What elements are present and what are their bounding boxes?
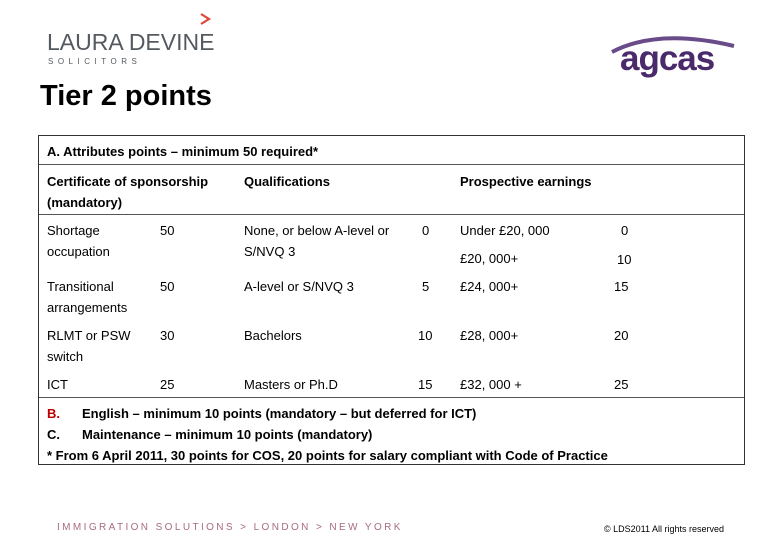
row-label: ICT xyxy=(47,377,68,392)
divider xyxy=(39,397,744,398)
row-points: 25 xyxy=(160,377,175,392)
row-earnings-points: 15 xyxy=(614,279,629,294)
row-points: 50 xyxy=(160,279,175,294)
logo-name: LAURA DEVINE xyxy=(47,29,215,55)
row-qualification: A-level or S/NVQ 3 xyxy=(244,279,354,294)
row-qualification: Masters or Ph.D xyxy=(244,377,338,392)
section-a-heading: A. Attributes points – minimum 50 required* xyxy=(47,144,319,159)
row-earnings: £32, 000 + xyxy=(460,377,522,392)
row-points: 50 xyxy=(160,223,175,238)
row-qualification-points: 15 xyxy=(418,377,433,392)
row-label: RLMT or PSW xyxy=(47,328,131,343)
copyright: © LDS2011 All rights reserved xyxy=(604,524,725,534)
agcas-logo xyxy=(608,34,738,84)
points-panel xyxy=(38,135,745,465)
col-header-cos-sub: (mandatory) xyxy=(47,195,123,210)
agcas-wordmark: agcas xyxy=(620,39,715,78)
footer-tagline: IMMIGRATION SOLUTIONS > LONDON > NEW YORK xyxy=(57,522,403,533)
row-earnings-points: 25 xyxy=(614,377,629,392)
row-label-line2: occupation xyxy=(47,244,110,259)
row-points: 30 xyxy=(160,328,175,343)
laura-devine-logo xyxy=(47,12,217,64)
row-label-line2: arrangements xyxy=(47,300,128,315)
col-header-qualifications: Qualifications xyxy=(244,174,330,189)
row-qualification-points: 5 xyxy=(422,279,430,294)
row-label-line2: switch xyxy=(47,349,84,364)
chevron-right-icon xyxy=(198,12,212,26)
row-label: Shortage xyxy=(47,223,100,238)
section-c-letter: C. xyxy=(47,427,60,442)
page-title: Tier 2 points xyxy=(40,80,212,112)
divider xyxy=(39,164,744,165)
logo-subtitle: SOLICITORS xyxy=(48,57,142,66)
row-earnings: £24, 000+ xyxy=(460,279,519,294)
row-earnings-points: 20 xyxy=(614,328,629,343)
footnote: * From 6 April 2011, 30 points for COS, 20 points for salary compliant with Code of Practice xyxy=(47,448,608,463)
row-qualification: None, or below A-level or xyxy=(244,223,390,238)
row-earnings-line2: £20, 000+ xyxy=(460,251,519,266)
row-qualification-points: 0 xyxy=(422,223,430,238)
row-qualification-points: 10 xyxy=(418,328,433,343)
row-earnings-points: 0 xyxy=(621,223,629,238)
row-label: Transitional xyxy=(47,279,114,294)
row-earnings: Under £20, 000 xyxy=(460,223,550,238)
divider xyxy=(39,214,744,215)
col-header-cos: Certificate of sponsorship xyxy=(47,174,209,189)
section-c-text: Maintenance – minimum 10 points (mandatory) xyxy=(82,427,373,442)
section-b-text: English – minimum 10 points (mandatory – but deferred for ICT) xyxy=(82,406,477,421)
section-b-letter: B. xyxy=(47,406,60,421)
row-qualification-line2: S/NVQ 3 xyxy=(244,244,296,259)
row-earnings-points-line2: 10 xyxy=(617,252,632,267)
col-header-earnings: Prospective earnings xyxy=(460,174,592,189)
row-earnings: £28, 000+ xyxy=(460,328,519,343)
row-qualification: Bachelors xyxy=(244,328,302,343)
